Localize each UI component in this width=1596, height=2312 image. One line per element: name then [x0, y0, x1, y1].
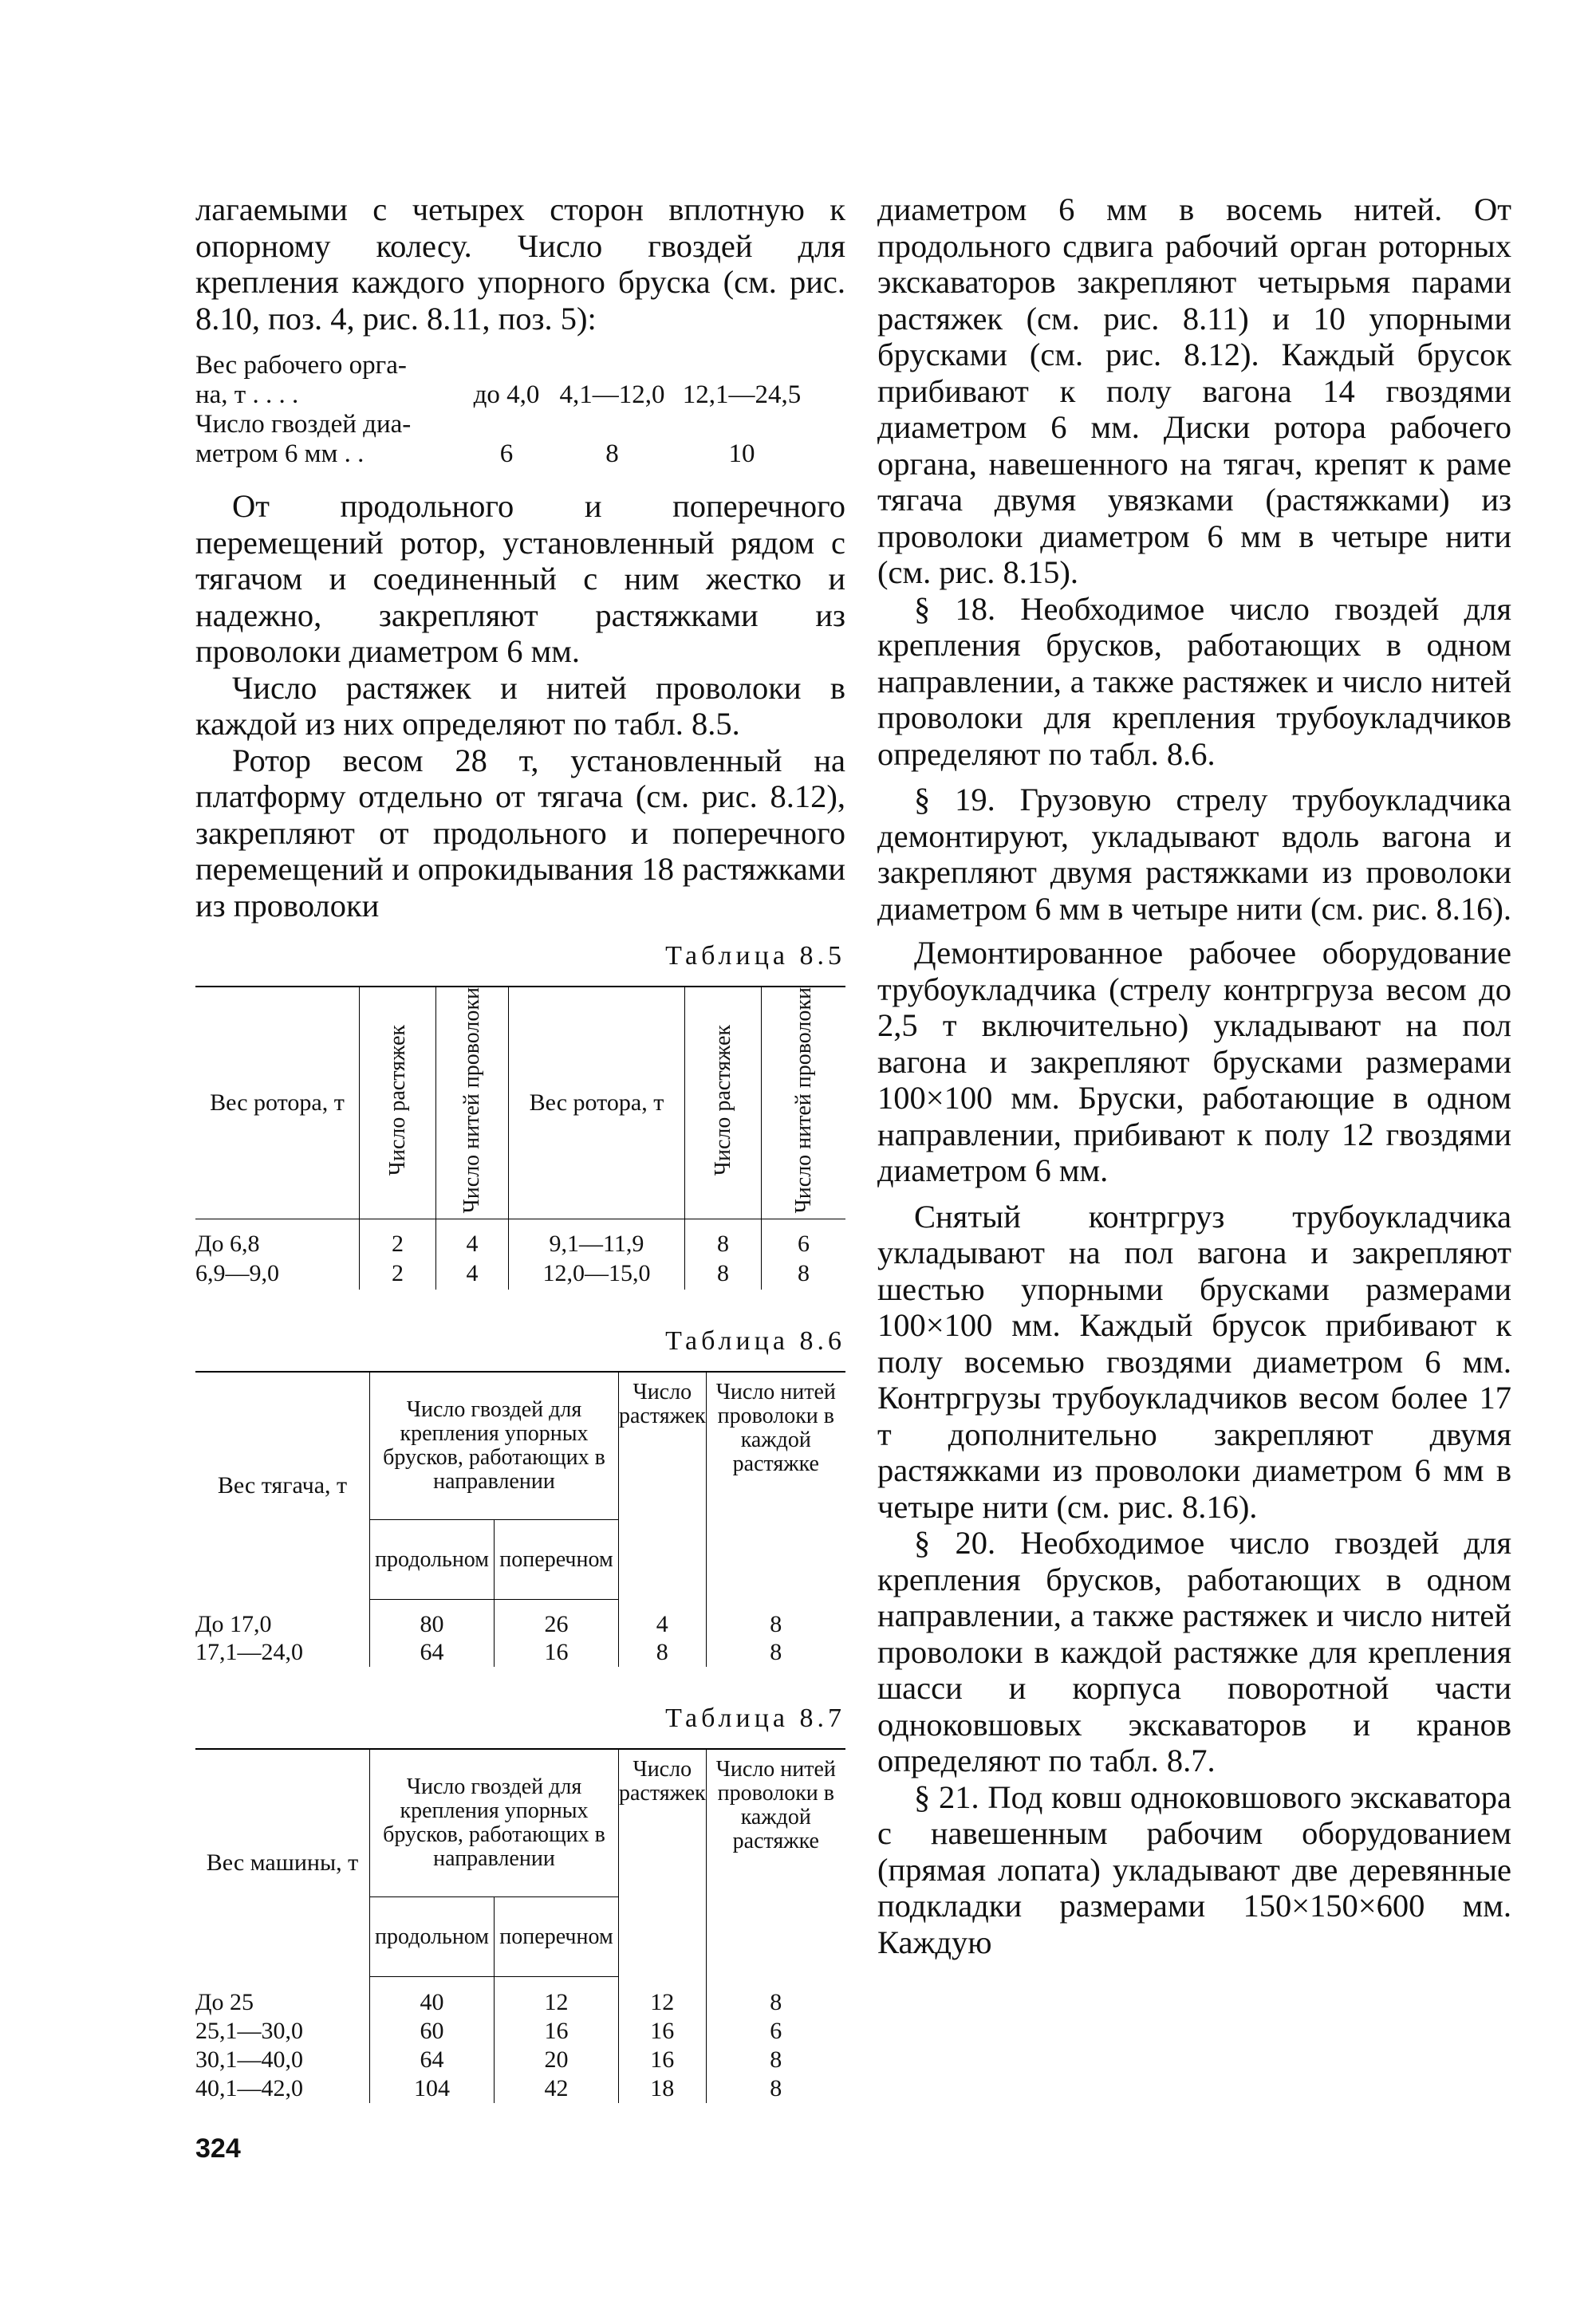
table-cell: 16 — [619, 2017, 707, 2046]
table-cell: 40 — [370, 1977, 495, 2017]
table-caption: Таблица 8.6 — [665, 1325, 845, 1356]
table-cell: 8 — [706, 2074, 845, 2103]
table-cell: 8 — [619, 1638, 707, 1667]
paragraph: лагаемыми с четырех сторон вплотную к опорному колесу. Число гвоздей для крепления каждого упорного бруска (см. рис. 8.10, поз. 4, рис. 8.11, поз. 5): — [195, 191, 845, 337]
table-cell: 2 — [360, 1219, 436, 1258]
list-label: Число гвоздей диа- — [195, 410, 412, 439]
paragraph: Снятый контргруз трубоукладчика укладывают на пол вагона и закрепляют шестью упорными брусками размерами 100×100 мм. Каждый брусок прибивают к полу восемью гвоздями диаметром 6 мм. Контргрузы трубоукладчиков весом более 17 т дополнительно закрепляют двумя растяжками из проволоки диаметром 6 мм в четыре нити (см. рис. 8.16). — [877, 1198, 1511, 1525]
paragraph: диаметром 6 мм в восемь нитей. От продольного сдвига рабочий орган роторных экскаваторов закрепляют четырьмя парами растяжек (см. рис. 8.11) и 10 упорными брусками (см. рис. 8.12). Каждый брусок прибивают к полу вагона 14 гвоздями диаметром 6 мм. Диски ротора рабочего органа, навешенного на тягач, крепят к раме тягача двумя увязками (растяжками) из проволоки диаметром 6 мм в четыре нити (см. рис. 8.15). — [877, 191, 1511, 590]
table-cell: 12 — [619, 1977, 707, 2017]
right-column — [877, 191, 1511, 1960]
table-caption: Таблица 8.5 — [665, 941, 845, 971]
table-cell: 42 — [495, 2074, 619, 2103]
paragraph: Число растяжек и нитей проволоки в каждой из них определяют по табл. 8.5. — [195, 669, 845, 742]
table-cell: 8 — [685, 1219, 762, 1258]
table-cell: 16 — [619, 2046, 707, 2074]
table-caption: Таблица 8.7 — [665, 1703, 845, 1733]
table-cell: 16 — [495, 2017, 619, 2046]
table-cell: 104 — [370, 2074, 495, 2103]
column-header: Число нитей проволоки в каждой растяжке — [706, 1749, 845, 1977]
table-cell: 16 — [495, 1638, 619, 1667]
table-8-7 — [195, 1748, 845, 2103]
left-column — [195, 191, 845, 2103]
column-header: Число нитей проволоки в каждой растяжке — [706, 1372, 845, 1600]
paragraph: Демонтированное рабочее оборудование трубоукладчика (стрелу контргруза весом до 2,5 т включительно) укладывают на пол вагона и закрепляют брусками размерами 100×100 мм. Бруски, работающие в одном направлении, прибивают к полу 12 гвоздями диаметром 6 мм. — [877, 935, 1511, 1188]
column-header: Число растяжек — [710, 1025, 735, 1176]
table-cell: 64 — [370, 2046, 495, 2074]
table-cell: 4 — [619, 1600, 707, 1638]
column-header: Число нитей проволоки — [459, 987, 484, 1214]
paragraph: § 20. Необходимое число гвоздей для крепления брусков, работающих в одном направлении, а также растяжек и число нитей проволоки в каждой растяжке для крепления шасси и корпуса поворотной части одноковшовых экскаваторов и кранов определяют по табл. 8.7. — [877, 1525, 1511, 1778]
table-cell: 4 — [436, 1219, 509, 1258]
list-label: Вес рабочего орга- — [195, 351, 407, 380]
page-number: 324 — [195, 2133, 241, 2164]
list-value: 10 — [728, 439, 755, 468]
table-cell: 20 — [495, 2046, 619, 2074]
table-cell: 60 — [370, 2017, 495, 2046]
table-cell: До 6,8 — [195, 1231, 260, 1258]
table-cell: 17,1—24,0 — [195, 1638, 303, 1665]
table-cell: 64 — [370, 1638, 495, 1667]
column-header: Вес машины, т — [195, 1749, 370, 1977]
table-cell: 30,1—40,0 — [195, 2046, 303, 2073]
paragraph: § 21. Под ковш одноковшового экскаватора с навешенным рабочим оборудованием (прямая лопата) укладывают две деревянные подкладки размерами 150×150×600 мм. Каждую — [877, 1778, 1511, 1960]
list-value: 4,1—12,0 — [559, 380, 665, 409]
table-cell: 8 — [706, 1638, 845, 1667]
table-cell: 8 — [706, 2046, 845, 2074]
column-header: поперечном — [495, 1520, 619, 1600]
table-cell: 40,1—42,0 — [195, 2074, 303, 2101]
table-cell: 12,0—15,0 — [509, 1258, 685, 1290]
list-value: до 4,0 — [473, 380, 540, 409]
table-cell: 80 — [370, 1600, 495, 1638]
table-cell: 2 — [360, 1258, 436, 1290]
list-value: 8 — [605, 439, 619, 468]
column-header: Число нитей проволоки — [790, 987, 816, 1214]
column-header: поперечном — [495, 1897, 619, 1977]
list-value: 12,1—24,5 — [682, 380, 802, 409]
paragraph: Ротор весом 28 т, установленный на платформу отдельно от тягача (см. рис. 8.12), закрепляют от продольного и поперечного перемещений и опрокидывания 18 растяжками из проволоки — [195, 742, 845, 924]
column-header: Число растяжек — [619, 1372, 707, 1600]
table-cell: 9,1—11,9 — [509, 1219, 685, 1258]
column-header: Число гвоздей для крепления упорных брусков, работающих в направлении — [370, 1372, 619, 1520]
column-header: Число растяжек — [619, 1749, 707, 1977]
paragraph: § 18. Необходимое число гвоздей для крепления брусков, работающих в одном направлении, а также растяжек и число нитей проволоки для крепления трубоукладчиков определяют по табл. 8.6. — [877, 590, 1511, 772]
paragraph: От продольного и поперечного перемещений ротор, установленный рядом с тягачом и соединенный с ним жестко и надежно, закрепляют растяжками из проволоки диаметром 6 мм. — [195, 488, 845, 669]
table-cell: До 25 — [195, 1988, 254, 2015]
table-cell: 6,9—9,0 — [195, 1259, 279, 1286]
nails-by-weight-list — [195, 351, 845, 469]
table-cell: 25,1—30,0 — [195, 2017, 303, 2044]
column-header: Вес ротора, т — [195, 987, 360, 1219]
table-cell: 6 — [706, 2017, 845, 2046]
table-cell: 8 — [706, 1977, 845, 2017]
column-header: Вес ротора, т — [509, 987, 685, 1219]
list-label: на, т . . . . — [195, 380, 299, 409]
table-cell: 18 — [619, 2074, 707, 2103]
paragraph: § 19. Грузовую стрелу трубоукладчика демонтируют, укладывают вдоль вагона и закрепляют двумя растяжками из проволоки диаметром 6 мм в четыре нити (см. рис. 8.16). — [877, 782, 1511, 927]
table-cell: 12 — [495, 1977, 619, 2017]
table-8-6 — [195, 1371, 845, 1667]
table-cell: 4 — [436, 1258, 509, 1290]
list-label: метром 6 мм . . — [195, 439, 365, 468]
table-cell: 8 — [706, 1600, 845, 1638]
column-header: продольном — [370, 1520, 495, 1600]
table-cell: 8 — [762, 1258, 846, 1290]
table-8-5 — [195, 986, 845, 1290]
column-header: Вес тягача, т — [195, 1372, 370, 1600]
list-value: 6 — [499, 439, 514, 468]
table-cell: До 17,0 — [195, 1610, 272, 1637]
table-cell: 8 — [685, 1258, 762, 1290]
column-header: продольном — [370, 1897, 495, 1977]
column-header: Число растяжек — [384, 1025, 410, 1176]
table-cell: 6 — [762, 1219, 846, 1258]
column-header: Число гвоздей для крепления упорных брусков, работающих в направлении — [370, 1749, 619, 1897]
table-cell: 26 — [495, 1600, 619, 1638]
